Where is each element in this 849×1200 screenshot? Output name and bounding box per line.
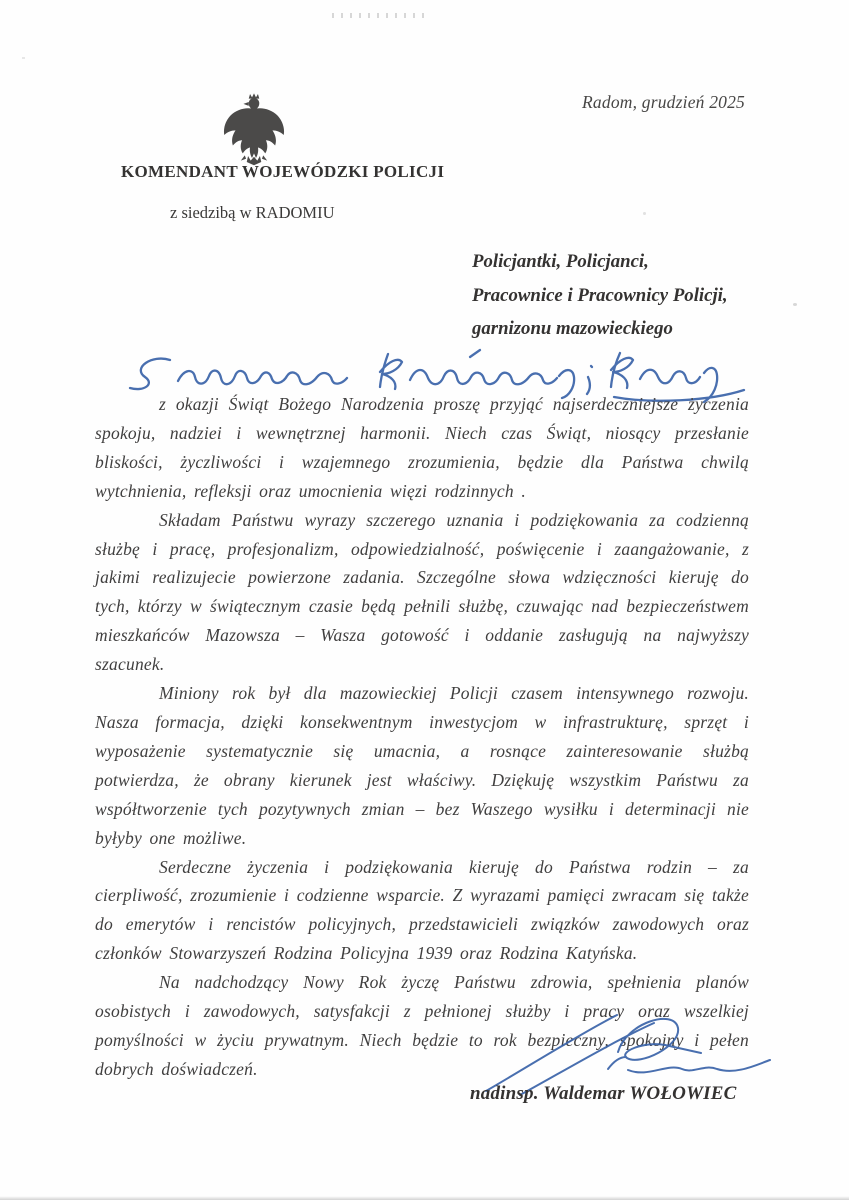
body-paragraph: Składam Państwu wyrazy szczerego uznania i podziękowania za codzienną służbę i pracę, profesjonalizm, odpowiedzialność, poświęcenie i zaangażowanie, z jakimi realizujecie powierzone zadania. Szczególne słowa wdzięczności kieruję do tych, którzy w świątecznym czasie będą pełnili służbę, czuwając nad bezpieczeństwem mieszkańców Mazowsza – Wasza gotowość i oddanie zasługują na najwyższy szacunek. (95, 509, 749, 675)
body-paragraph: z okazji Świąt Bożego Narodzenia proszę przyjąć najserdeczniejsze życzenia spokoju, nadziei i wewnętrznej harmonii. Niech czas Świąt, niosący przesłanie bliskości, życzliwości i wzajemnego zrozumienia, będzie dla Państwa chwilą wytchnienia, refleksji oraz umocnienia więzi rodzinnych . (95, 394, 749, 501)
addressee-line: garnizonu mazowieckiego (472, 318, 673, 339)
body-paragraph: Serdeczne życzenia i podziękowania kieruję do Państwa rodzin – za cierpliwość, zrozumienie i codzienne wsparcie. Z wyrazami pamięci zwracam się także do emerytów i rencistów policyjnych, przedstawicieli związków zawodowych oraz członków Stowarzyszeń Rodzina Policyjna 1939 oraz Rodzina Katyńska. (95, 856, 749, 964)
polish-eagle-icon (221, 89, 287, 169)
scan-speck (643, 212, 646, 215)
addressee-line: Pracownice i Pracownicy Policji, (472, 284, 728, 306)
scan-speck (793, 303, 797, 306)
signatory-name: nadinsp. Waldemar WOŁOWIEC (470, 1083, 737, 1104)
sender-title: KOMENDANT WOJEWÓDZKI POLICJI (121, 162, 445, 181)
sender-subtitle: z siedzibą w RADOMIU (170, 203, 335, 222)
body-paragraph: Miniony rok był dla mazowieckiej Policji czasem intensywnego rozwoju. Nasza formacja, dzięki konsekwentnym inwestycjom w infrastrukturę, sprzęt i wyposażenie systematycznie się umacnia, a rosnące zainteresowanie służbą potwierdza, że obrany kierunek jest właściwy. Dziękuję wszystkim Państwu za współtworzenie tych pozytywnych zmian – bez Waszego wysiłku i determinacji nie byłyby one możliwe. (95, 683, 749, 848)
date-line: Radom, grudzień 2025 (582, 92, 745, 112)
letter-body (95, 390, 749, 1084)
addressee-line: Policjantki, Policjanci, (472, 251, 649, 272)
scan-speck (22, 57, 25, 59)
scan-bottom-edge (0, 1196, 849, 1200)
body-paragraph: Na nadchodzący Nowy Rok życzę Państwu zdrowia, spełnienia planów osobistych i zawodowych, satysfakcji z pełnionej służby i pracy oraz wszelkiej pomyślności w życiu prywatnym. Niech będzie to rok bezpieczny, spokojny i pełen dobrych doświadczeń. (95, 972, 749, 1079)
scan-artifact (332, 13, 424, 18)
addressee-block (472, 245, 728, 346)
